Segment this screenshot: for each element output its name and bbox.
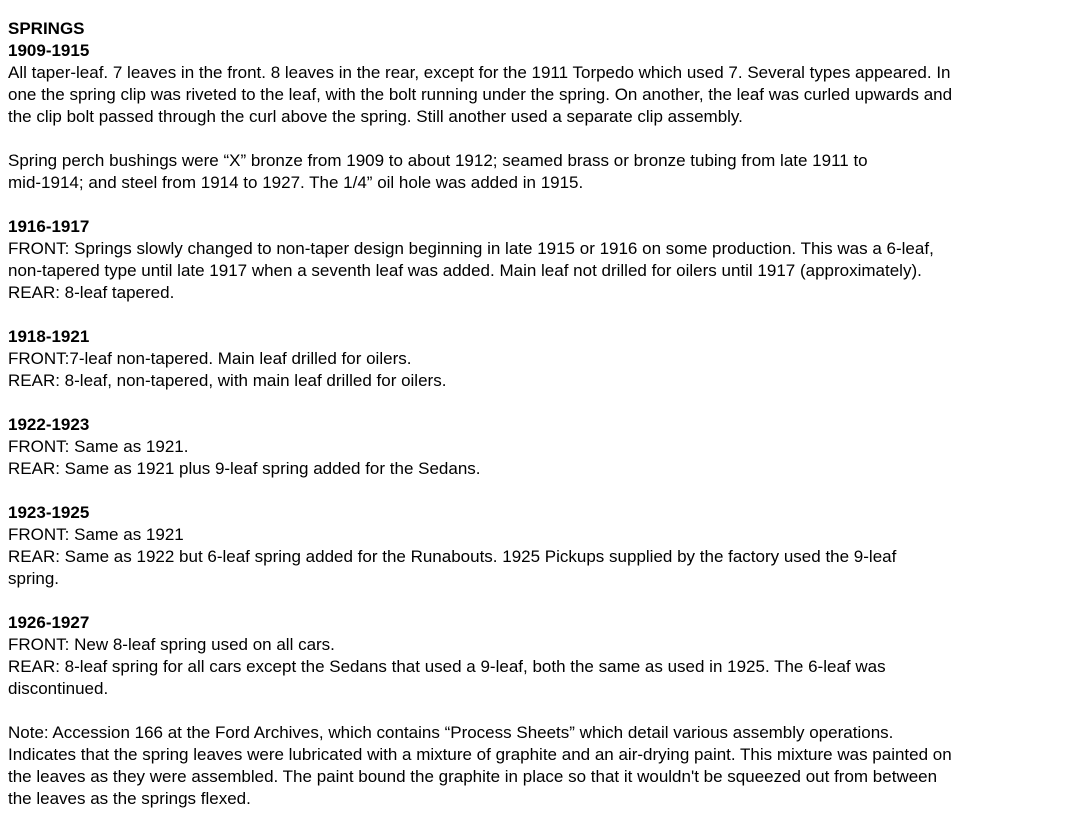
section-heading: 1909-1915 bbox=[8, 41, 90, 60]
section-heading: 1926-1927 bbox=[8, 613, 90, 632]
paragraph-line: one the spring clip was riveted to the leaf, with the bolt running under the spring. On another, the leaf was curled upwards and bbox=[8, 85, 953, 104]
paragraph-line: REAR: 8-leaf spring for all cars except the Sedans that used a 9-leaf, both the same as used in 1925. The 6-leaf was bbox=[8, 657, 886, 676]
paragraph-line: All taper-leaf. 7 leaves in the front. 8 leaves in the rear, except for the 1911 Torpedo which used 7. Several types appeared. In bbox=[8, 63, 951, 82]
section-gap bbox=[8, 700, 1070, 722]
paragraph-line: FRONT:7-leaf non-tapered. Main leaf drilled for oilers. bbox=[8, 349, 412, 368]
paragraph-line: FRONT: New 8-leaf spring used on all cars. bbox=[8, 635, 335, 654]
paragraph-line: FRONT: Springs slowly changed to non-taper design beginning in late 1915 or 1916 on some production. This was a 6-leaf, bbox=[8, 239, 934, 258]
section-1922-1923 bbox=[8, 414, 1070, 480]
paragraph-line: REAR: Same as 1921 plus 9-leaf spring added for the Sedans. bbox=[8, 459, 481, 478]
section-heading: 1923-1925 bbox=[8, 503, 90, 522]
paragraph-gap bbox=[8, 128, 1070, 150]
paragraph-line: REAR: 8-leaf tapered. bbox=[8, 283, 175, 302]
paragraph-line: REAR: Same as 1922 but 6-leaf spring added for the Runabouts. 1925 Pickups supplied by the factory used the 9-leaf bbox=[8, 547, 897, 566]
document bbox=[8, 18, 1070, 810]
note-paragraph bbox=[8, 722, 1070, 810]
section-1909-1915 bbox=[8, 40, 1070, 194]
section-1923-1925 bbox=[8, 502, 1070, 590]
paragraph-line: non-tapered type until late 1917 when a seventh leaf was added. Main leaf not drilled for oilers until 1917 (approximately). bbox=[8, 261, 922, 280]
document-title: SPRINGS bbox=[8, 19, 85, 38]
section-gap bbox=[8, 392, 1070, 414]
paragraph-line: Note: Accession 166 at the Ford Archives, which contains “Process Sheets” which detail various assembly operations. bbox=[8, 723, 894, 742]
paragraph-line: discontinued. bbox=[8, 679, 109, 698]
paragraph-line: Spring perch bushings were “X” bronze from 1909 to about 1912; seamed brass or bronze tubing from late 1911 to bbox=[8, 151, 868, 170]
paragraph-line: the leaves as they were assembled. The paint bound the graphite in place so that it wouldn't be squeezed out from between bbox=[8, 767, 938, 786]
section-gap bbox=[8, 590, 1070, 612]
section-heading: 1922-1923 bbox=[8, 415, 90, 434]
paragraph-line: the clip bolt passed through the curl above the spring. Still another used a separate clip assembly. bbox=[8, 107, 743, 126]
section-1926-1927 bbox=[8, 612, 1070, 700]
paragraph-line: Indicates that the spring leaves were lubricated with a mixture of graphite and an air-drying paint. This mixture was painted on bbox=[8, 745, 952, 764]
paragraph-line: FRONT: Same as 1921. bbox=[8, 437, 189, 456]
paragraph-line: FRONT: Same as 1921 bbox=[8, 525, 184, 544]
section-1918-1921 bbox=[8, 326, 1070, 392]
section-gap bbox=[8, 194, 1070, 216]
paragraph-line: mid-1914; and steel from 1914 to 1927. The 1/4” oil hole was added in 1915. bbox=[8, 173, 584, 192]
paragraph-line: spring. bbox=[8, 569, 60, 588]
section-gap bbox=[8, 480, 1070, 502]
section-1916-1917 bbox=[8, 216, 1070, 304]
paragraph-line: REAR: 8-leaf, non-tapered, with main leaf drilled for oilers. bbox=[8, 371, 447, 390]
section-heading: 1916-1917 bbox=[8, 217, 90, 236]
section-heading: 1918-1921 bbox=[8, 327, 90, 346]
section-gap bbox=[8, 304, 1070, 326]
paragraph-line: the leaves as the springs flexed. bbox=[8, 789, 251, 808]
